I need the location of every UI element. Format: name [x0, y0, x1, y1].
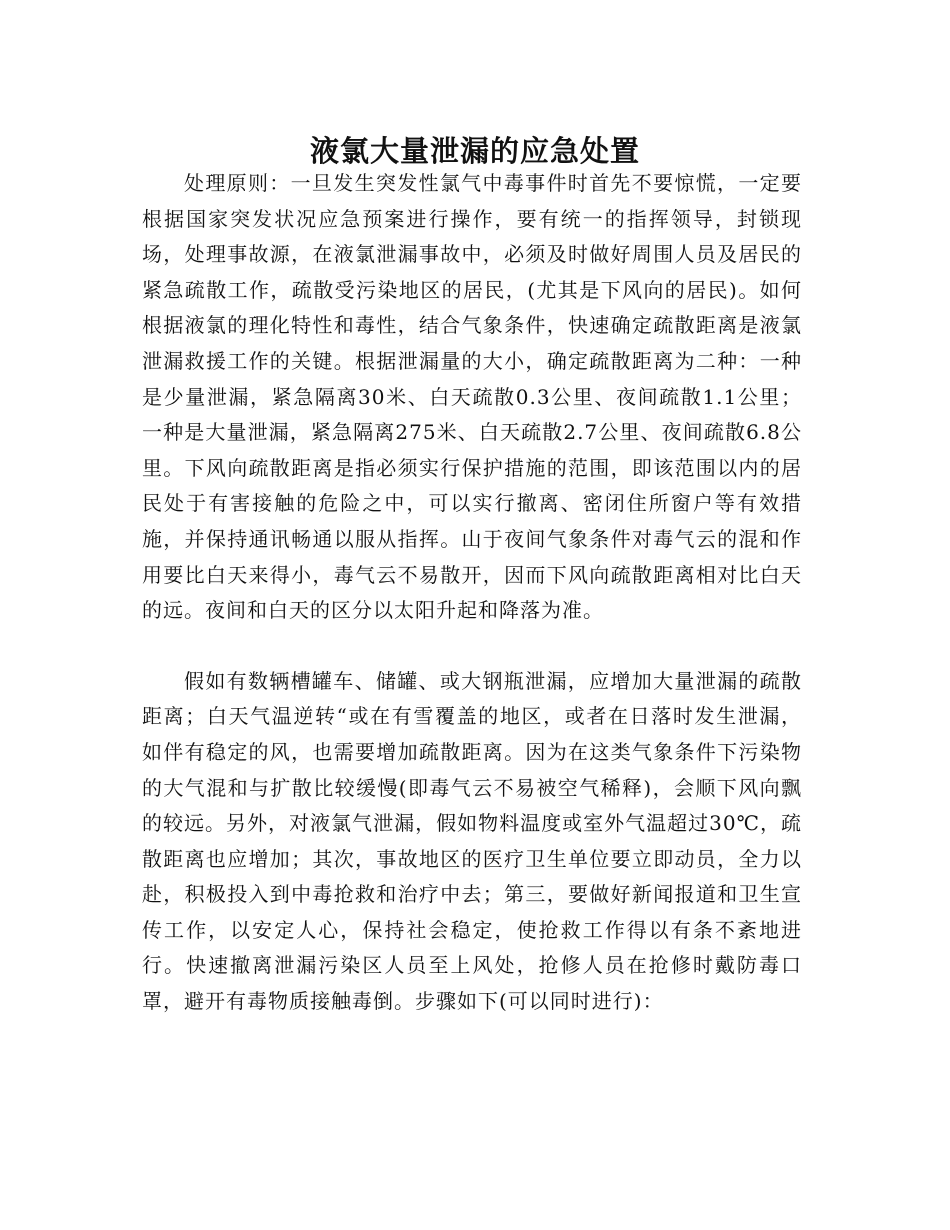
- document-title: 液氯大量泄漏的应急处置: [309, 134, 640, 169]
- document-body: [142, 166, 802, 1020]
- paragraph-evacuation-factors: 假如有数辆槽罐车、储罐、或大钢瓶泄漏，应增加大量泄漏的疏散距离；白天气温逆转“或在有雪覆盖的地区，或者在日落时发生泄漏，如伴有稳定的风，也需要增加疏散距离。因为在这类气象条件下污染物的大气混和与扩散比较缓慢(即毒气云不易被空气稀释)，会顺下风向飘的较远。另外，对液氯气泄漏，假如物料温度或室外气温超过30℃，疏散距离也应增加；其次，事故地区的医疗卫生单位要立即动员，全力以赴，积极投入到中毒抢救和治疗中去；第三，要做好新闻报道和卫生宣传工作，以安定人心，保持社会稳定，使抢救工作得以有条不紊地进行。快速撤离泄漏污染区人员至上风处，抢修人员在抢修时戴防毒口罩，避开有毒物质接触毒倒。步骤如下(可以同时进行)：: [142, 668, 802, 1014]
- paragraph-principles: 处理原则：一旦发生突发性氯气中毒事件时首先不要惊慌，一定要根据国家突发状况应急预案进行操作，要有统一的指挥领导，封锁现场，处理事故源，在液氯泄漏事故中，必须及时做好周围人员及居民的紧急疏散工作，疏散受污染地区的居民，(尤其是下风向的居民)。如何根据液氯的理化特性和毒性，结合气象条件，快速确定疏散距离是液氯泄漏救援工作的关键。根据泄漏量的大小，确定疏散距离为二种：一种是少量泄漏，紧急隔离30米、白天疏散0.3公里、夜间疏散1.1公里；一种是大量泄漏，紧急隔离275米、白天疏散2.7公里、夜间疏散6.8公里。下风向疏散距离是指必须实行保护措施的范围，即该范围以内的居民处于有害接触的危险之中，可以实行撤离、密闭住所窗户等有效措施，并保持通讯畅通以服从指挥。山于夜间气象条件对毒气云的混和作用要比白天来得小，毒气云不易散开，因而下风向疏散距离相对比白天的远。夜间和白天的区分以太阳升起和降落为准。: [142, 171, 802, 623]
